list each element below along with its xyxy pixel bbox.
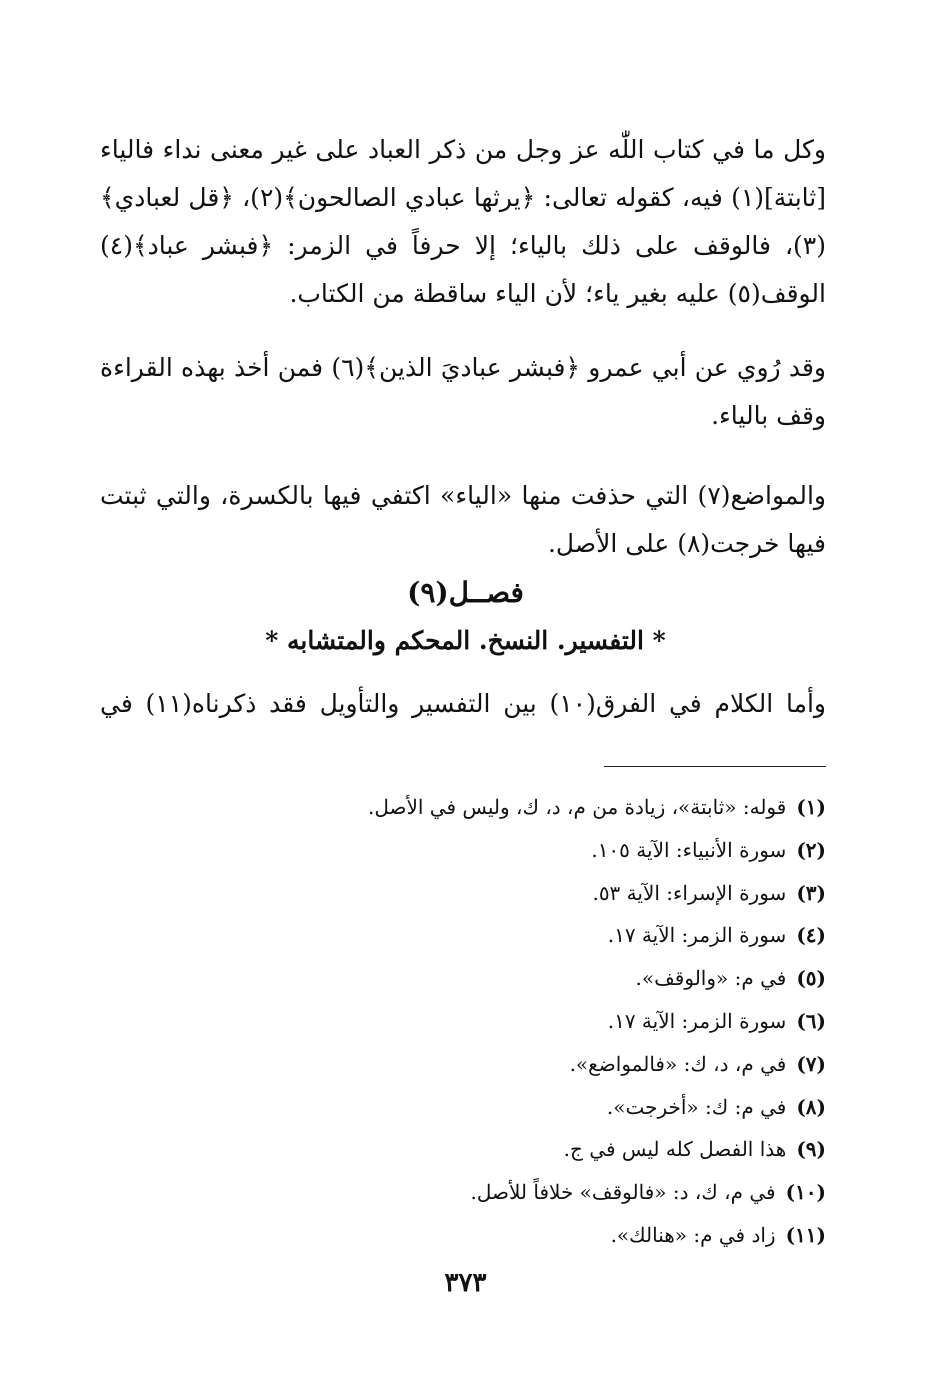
footnote-item xyxy=(100,786,826,829)
section-title: فصــل(٩) xyxy=(407,576,524,609)
footnote-item xyxy=(100,1086,826,1129)
page-number: ٣٧٣ xyxy=(444,1268,487,1298)
footnote-item xyxy=(100,957,826,1000)
footnote-item xyxy=(100,1171,826,1214)
footnote-number: (١) xyxy=(796,795,826,819)
footnote-text: قوله: «ثابتة»، زيادة من م، د، ك، وليس في الأصل. xyxy=(367,795,787,819)
footnote-number: (١٠) xyxy=(785,1180,826,1205)
footnote-number: (٧) xyxy=(796,1051,826,1076)
footnote-text: زاد في م: «هنالك». xyxy=(610,1222,776,1247)
footnote-text: في م: ك: «أخرجت». xyxy=(606,1094,787,1119)
footnote-text: هذا الفصل كله ليس في ج. xyxy=(563,1137,787,1162)
footnote-number: (٩) xyxy=(796,1137,826,1162)
footnote-item xyxy=(100,1214,826,1257)
footnote-number: (٥) xyxy=(796,966,826,991)
footnote-number: (٢) xyxy=(796,837,826,862)
footnote-number: (٦) xyxy=(796,1008,826,1033)
paragraph-1: وكل ما في كتاب اللّٰه عز وجل من ذكر العباد على غير معنى نداء فالياء [ثابتة](١) فيه، كقوله تعالى: ﴿يرثها عبادي الصالحون﴾(٢)، ﴿قل لعبادي﴾(٣)، فالوقف على ذلك بالياء؛ إلا حرفاً في الزمر: ﴿فبشر عباد﴾(٤) الوقف(٥) عليه بغير ياء؛ لأن الياء ساقطة من الكتاب. xyxy=(100,135,827,308)
footnote-text: في م، ك، د: «فالوقف» خلافاً للأصل. xyxy=(470,1180,776,1205)
footnote-divider xyxy=(604,766,826,767)
footnote-item xyxy=(100,1043,826,1086)
continuation-line: وأما الكلام في الفرق(١٠) بين التفسير والتأويل فقد ذكرناه(١١) في xyxy=(100,689,827,718)
footnote-number: (١١) xyxy=(785,1222,826,1247)
paragraph-2: وقد رُوي عن أبي عمرو ﴿فبشر عباديَ الذين﴾(٦) فمن أخذ بهذه القراءة وقف بالياء. xyxy=(100,353,826,430)
footnote-number: (٨) xyxy=(796,1094,826,1119)
footnote-text: سورة الزمر: الآية ١٧. xyxy=(607,923,787,948)
footnote-item xyxy=(100,829,826,872)
footnote-item xyxy=(100,914,826,957)
footnote-number: (٣) xyxy=(796,880,826,905)
footnote-item xyxy=(100,1000,826,1043)
section-subtitle: * التفسير. النسخ. المحكم والمتشابه * xyxy=(265,626,666,655)
footnote-number: (٤) xyxy=(796,923,826,948)
footnote-text: في م: «والوقف». xyxy=(635,966,787,991)
footnote-text: في م، د، ك: «فالمواضع». xyxy=(569,1051,787,1076)
footnote-item xyxy=(100,1128,826,1171)
footnote-text: سورة الأنبياء: الآية ١٠٥. xyxy=(591,837,787,862)
footnote-text: سورة الإسراء: الآية ٥٣. xyxy=(592,880,787,905)
footnote-item xyxy=(100,872,826,915)
footnote-text: سورة الزمر: الآية ١٧. xyxy=(607,1008,787,1033)
paragraph-3: والمواضع(٧) التي حذفت منها «الياء» اكتفي فيها بالكسرة، والتي ثبتت فيها خرجت(٨) على الأصل. xyxy=(100,481,826,558)
footnotes-list xyxy=(100,786,826,1257)
